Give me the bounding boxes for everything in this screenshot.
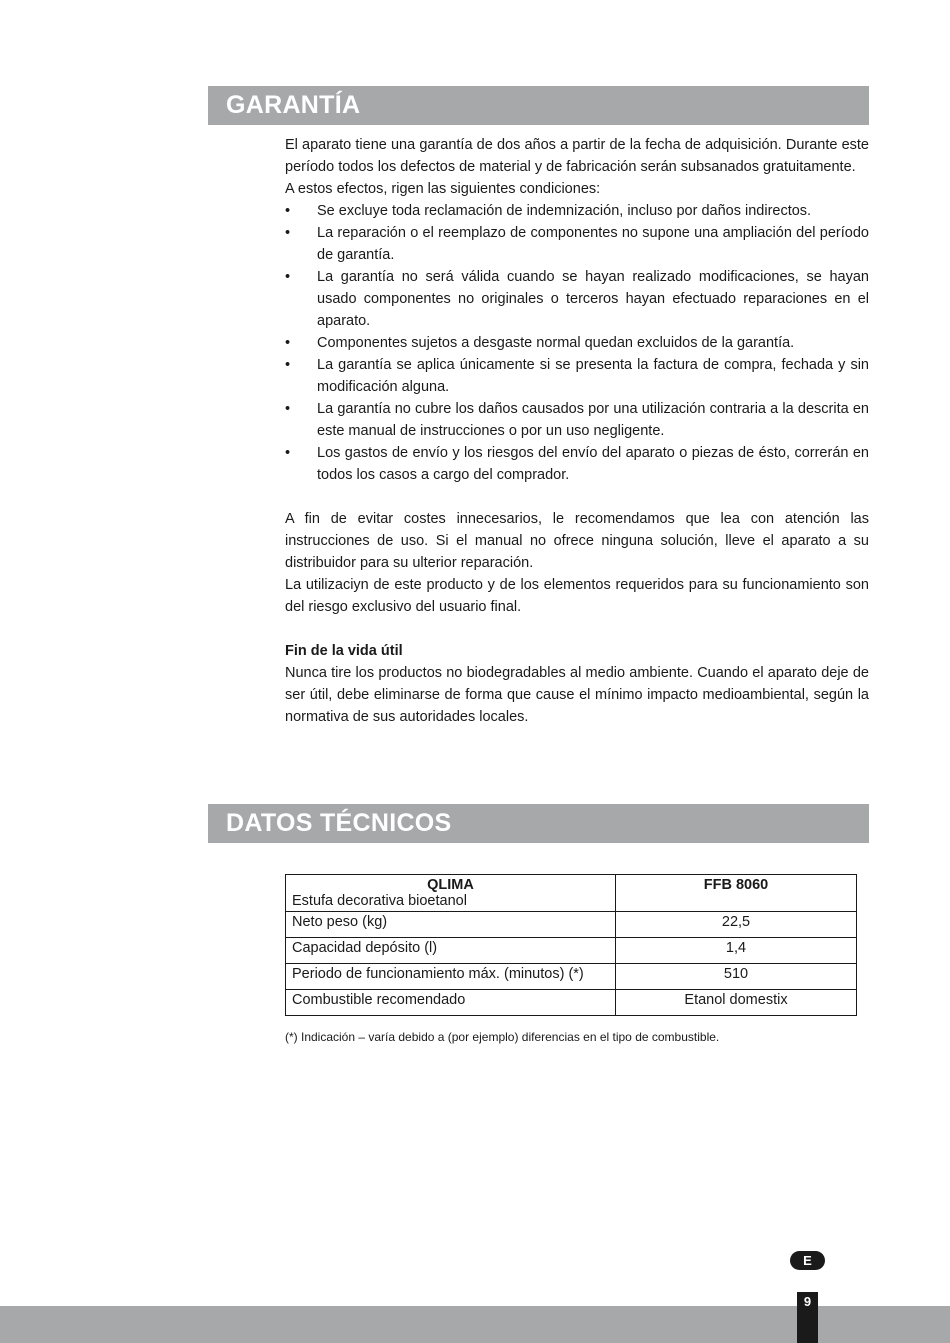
list-item: • La reparación o el reemplazo de componentes no supone una ampliación del período de garantía.: [285, 222, 869, 266]
list-item: • Los gastos de envío y los riesgos del envío del aparato o piezas de ésto, correrán en todos los casos a cargo del comprador.: [285, 442, 869, 486]
table-row: [286, 964, 857, 990]
spec-value: 1,4: [616, 938, 857, 964]
list-item: • La garantía se aplica únicamente si se presenta la factura de compra, fechada y sin modificación alguna.: [285, 354, 869, 398]
end-of-life-heading: Fin de la vida útil: [285, 643, 403, 659]
end-of-life-paragraph: Nunca tire los productos no biodegradables al medio ambiente. Cuando el aparato deje de ser útil, debe eliminarse de forma que cause el mínimo impacto medioambiental, según la normativa de sus autoridades locales.: [285, 665, 869, 725]
table-row: [286, 875, 857, 912]
warranty-heading: GARANTÍA: [208, 86, 869, 125]
table-row: [286, 938, 857, 964]
spec-label: Capacidad depósito (l): [286, 938, 616, 964]
page-number: 9: [797, 1292, 818, 1343]
specs-footnote: (*) Indicación – varía debido a (por ejemplo) diferencias en el tipo de combustible.: [285, 1030, 720, 1044]
specs-table: [285, 874, 857, 1016]
list-item: • Componentes sujetos a desgaste normal quedan excluidos de la garantía.: [285, 332, 869, 354]
product-cell: [286, 875, 616, 912]
advice-paragraph: A fin de evitar costes innecesarios, le recomendamos que lea con atención las instrucciones de uso. Si el manual no ofrece ninguna solución, lleve el aparato a su distribuidor para su ulterior reparación.: [285, 511, 869, 571]
brand-name: QLIMA: [427, 877, 474, 893]
spec-value: 22,5: [616, 912, 857, 938]
table-row: [286, 912, 857, 938]
list-item: • Se excluye toda reclamación de indemnización, incluso por daños indirectos.: [285, 200, 869, 222]
spec-label: Neto peso (kg): [286, 912, 616, 938]
table-row: [286, 990, 857, 1016]
conditions-list: [285, 200, 869, 486]
conditions-lead: A estos efectos, rigen las siguientes condiciones:: [285, 181, 601, 197]
spec-label: Combustible recomendado: [286, 990, 616, 1016]
spec-value: Etanol domestix: [616, 990, 857, 1016]
warranty-body: [285, 134, 869, 728]
list-item: • La garantía no cubre los daños causados por una utilización contraria a la descrita en este manual de instrucciones o por un uso negligente.: [285, 398, 869, 442]
model-cell: FFB 8060: [616, 875, 857, 912]
product-name: Estufa decorativa bioetanol: [292, 893, 467, 909]
list-item: • La garantía no será válida cuando se hayan realizado modificaciones, se hayan usado componentes no originales o terceros hayan efectuado reparaciones en el aparato.: [285, 266, 869, 332]
risk-paragraph: La utilizaciyn de este producto y de los elementos requeridos para su funcionamiento son del riesgo exclusivo del usuario final.: [285, 577, 869, 615]
language-badge: E: [790, 1251, 825, 1270]
warranty-intro: El aparato tiene una garantía de dos años a partir de la fecha de adquisición. Durante este período todos los defectos de material y de fabricación serán subsanados gratuitamente.: [285, 137, 869, 175]
specs-heading: DATOS TÉCNICOS: [208, 804, 869, 843]
spec-value: 510: [616, 964, 857, 990]
spec-label: Periodo de funcionamiento máx. (minutos) (*): [286, 964, 616, 990]
